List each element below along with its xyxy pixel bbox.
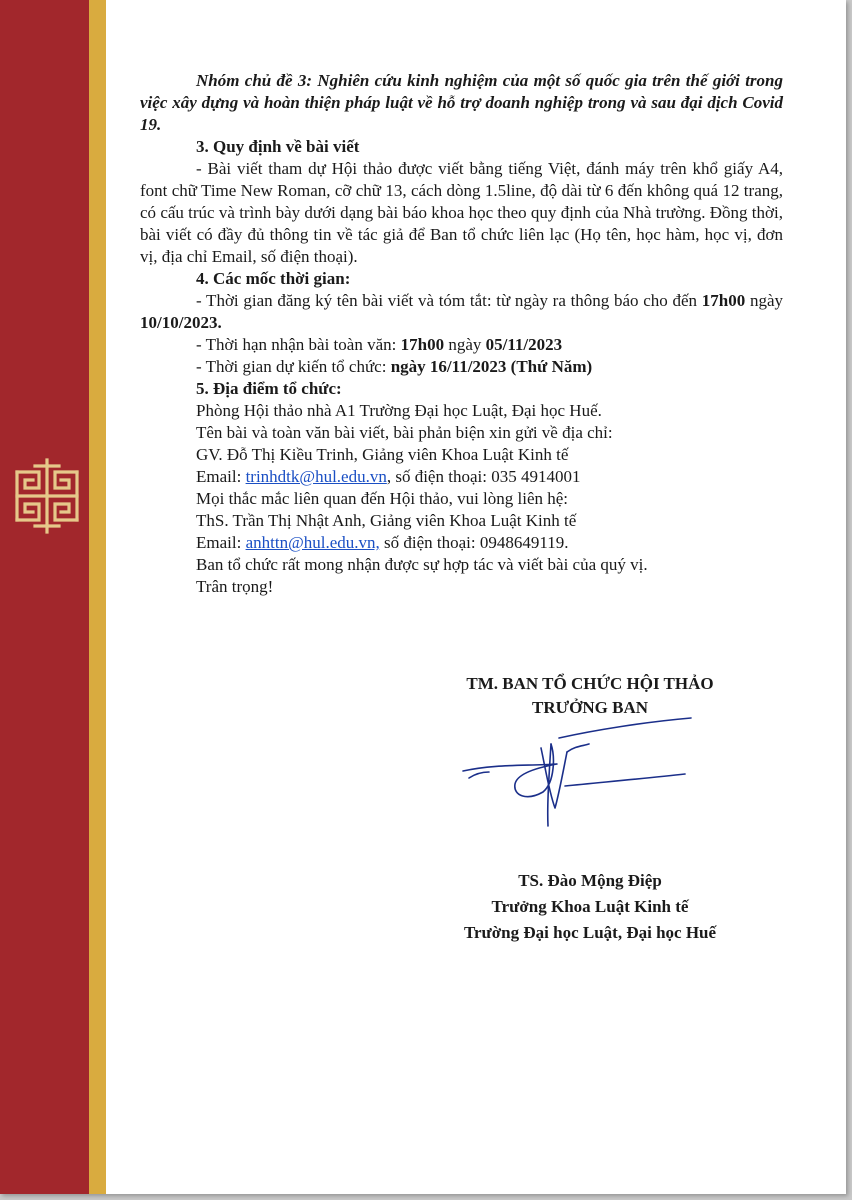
timeline-item-registration bbox=[140, 290, 783, 334]
signer-organization: Trường Đại học Luật, Đại học Huế bbox=[463, 923, 717, 942]
meander-emblem-icon bbox=[13, 458, 81, 534]
organizer-line: TM. BAN TỔ CHỨC HỘI THẢO bbox=[466, 674, 714, 693]
signer-title: Trưởng Khoa Luật Kinh tế bbox=[491, 897, 689, 916]
timeline-item-time: 17h00 bbox=[701, 291, 746, 310]
submission-note: Tên bài và toàn văn bài viết, bài phản biện xin gửi về địa chỉ: bbox=[196, 423, 613, 442]
timeline-item-connector: ngày bbox=[745, 291, 783, 310]
signer-block bbox=[420, 868, 760, 946]
section-4-heading: 4. Các mốc thời gian: bbox=[196, 269, 351, 288]
topic-group-paragraph: Nhóm chủ đề 3: Nghiên cứu kinh nghiệm của một số quốc gia trên thế giới trong việc xây dựng và hoàn thiện pháp luật về hỗ trợ doanh nghiệp trong và sau đại dịch Covid 19. bbox=[140, 71, 783, 134]
chair-role-line: TRƯỞNG BAN bbox=[531, 698, 648, 717]
contact-2-phone: số điện thoại: 0948649119. bbox=[379, 533, 569, 552]
contact-2-name: ThS. Trần Thị Nhật Anh, Giảng viên Khoa Luật Kinh tế bbox=[196, 511, 577, 530]
timeline-item-date: 10/10/2023. bbox=[140, 313, 222, 332]
email-label: Email: bbox=[196, 467, 246, 486]
decorative-red-band bbox=[0, 0, 89, 1194]
contact-1-email-line bbox=[140, 466, 783, 488]
venue-line: Phòng Hội thảo nhà A1 Trường Đại học Luật, Đại học Huế. bbox=[196, 401, 602, 420]
section-5-heading: 5. Địa điểm tổ chức: bbox=[196, 379, 342, 398]
section-3-body: - Bài viết tham dự Hội thảo được viết bằng tiếng Việt, đánh máy trên khổ giấy A4, font chữ Time New Roman, cỡ chữ 13, cách dòng 1.5line, độ dài từ 6 đến không quá 12 trang, có cấu trúc và trình bày dưới dạng bài báo khoa học theo quy định của Nhà trường. Đồng thời, bài viết có đầy đủ thông tin về tác giả để Ban tổ chức liên lạc (Họ tên, học hàm, học vị, đơn vị, địa chỉ Email, số điện thoại). bbox=[140, 159, 783, 266]
timeline-item-event bbox=[140, 356, 783, 378]
timeline-item-date: 05/11/2023 bbox=[485, 335, 563, 354]
regards-line: Trân trọng! bbox=[196, 577, 274, 596]
timeline-item-time: 17h00 bbox=[400, 335, 445, 354]
contact-2-email-link[interactable]: anhttn@hul.edu.vn, bbox=[245, 533, 380, 552]
timeline-item-date: ngày 16/11/2023 (Thứ Năm) bbox=[390, 357, 593, 376]
email-label: Email: bbox=[196, 533, 246, 552]
contact-1-phone: , số điện thoại: 035 4914001 bbox=[386, 467, 581, 486]
handwritten-signature bbox=[455, 716, 695, 831]
contact-1-email-link[interactable]: trinhdtk@hul.edu.vn bbox=[245, 467, 387, 486]
decorative-gold-band bbox=[89, 0, 106, 1194]
timeline-item-text: - Thời gian dự kiến tổ chức: bbox=[196, 357, 391, 376]
timeline-item-text: - Thời gian đăng ký tên bài viết và tóm tắt: từ ngày ra thông báo cho đến bbox=[196, 291, 702, 310]
closing-line: Ban tổ chức rất mong nhận được sự hợp tác và viết bài của quý vị. bbox=[196, 555, 648, 574]
section-3-heading: 3. Quy định về bài viết bbox=[196, 137, 360, 156]
timeline-item-connector: ngày bbox=[444, 335, 486, 354]
signer-name: TS. Đào Mộng Điệp bbox=[518, 871, 662, 890]
document-body bbox=[140, 70, 783, 598]
timeline-item-text: - Thời hạn nhận bài toàn văn: bbox=[196, 335, 401, 354]
inquiry-note: Mọi thắc mắc liên quan đến Hội thảo, vui lòng liên hệ: bbox=[196, 489, 569, 508]
contact-2-email-line bbox=[140, 532, 783, 554]
timeline-item-fulltext bbox=[140, 334, 783, 356]
contact-1-name: GV. Đỗ Thị Kiều Trinh, Giảng viên Khoa Luật Kinh tế bbox=[196, 445, 569, 464]
signature-header bbox=[430, 672, 750, 720]
